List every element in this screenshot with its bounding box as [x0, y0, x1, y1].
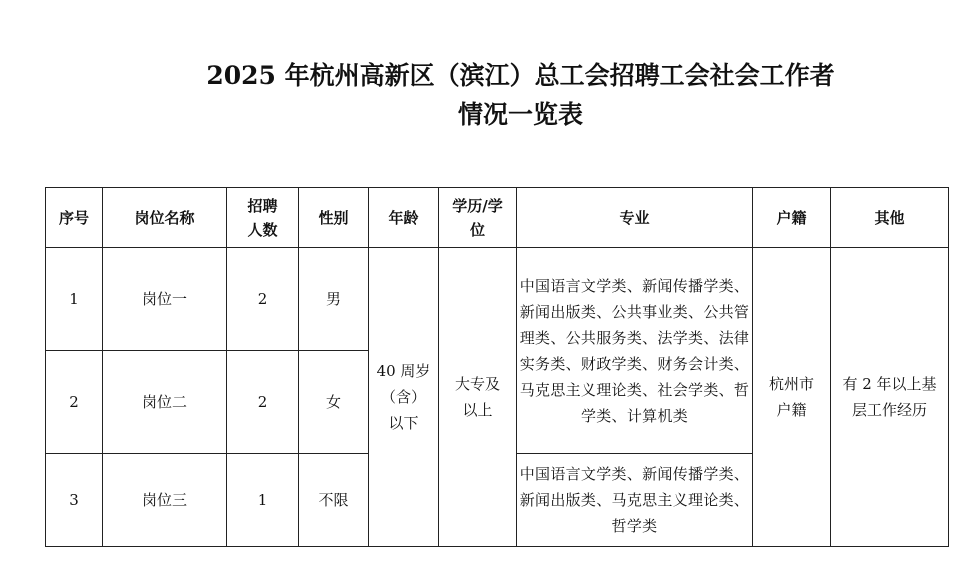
cell-age-line2: （含）	[380, 388, 426, 406]
table-row	[46, 248, 949, 351]
cell-seq: 1	[46, 248, 103, 351]
cell-gender: 男	[299, 248, 369, 351]
header-education-line2: 位	[469, 220, 485, 239]
header-gender: 性别	[299, 188, 369, 248]
cell-age-line3: 以下	[388, 414, 419, 432]
cell-age-line1: 40 周岁	[376, 362, 431, 380]
cell-position: 岗位一	[103, 248, 227, 351]
cell-other-line1: 有 2 年以上基	[842, 375, 937, 393]
cell-major-1-2: 中国语言文学类、新闻传播学类、新闻出版类、公共事业类、公共管理类、公共服务类、法学类、法律实务类、财政学类、财务会计类、马克思主义理论类、社会学类、哲学类、计算机类	[517, 248, 753, 454]
cell-major-3: 中国语言文学类、新闻传播学类、新闻出版类、马克思主义理论类、哲学类	[517, 454, 753, 547]
cell-education-line1: 大专及	[454, 375, 500, 393]
header-age: 年龄	[369, 188, 439, 248]
header-count-line2: 人数	[247, 220, 278, 239]
page-subtitle: 情况一览表	[457, 100, 583, 129]
cell-hukou-line1: 杭州市	[768, 375, 814, 393]
header-major: 专业	[517, 188, 753, 248]
header-count-line1: 招聘	[247, 196, 278, 215]
header-count	[227, 188, 299, 248]
cell-gender: 不限	[299, 454, 369, 547]
header-seq: 序号	[46, 188, 103, 248]
cell-education-line2: 以上	[462, 401, 493, 419]
cell-age	[369, 248, 439, 547]
cell-education	[439, 248, 517, 547]
cell-count: 1	[227, 454, 299, 547]
recruitment-table	[45, 187, 949, 547]
cell-seq: 3	[46, 454, 103, 547]
page-title: 2025 年杭州高新区（滨江）总工会招聘工会社会工作者	[206, 61, 835, 90]
header-row	[46, 188, 949, 248]
cell-other	[831, 248, 949, 547]
header-education	[439, 188, 517, 248]
cell-other-line2: 层工作经历	[851, 401, 927, 419]
header-other: 其他	[831, 188, 949, 248]
cell-position: 岗位二	[103, 351, 227, 454]
cell-position: 岗位三	[103, 454, 227, 547]
header-hukou: 户籍	[753, 188, 831, 248]
header-education-line1: 学历/学	[452, 196, 503, 215]
cell-gender: 女	[299, 351, 369, 454]
cell-hukou-line2: 户籍	[776, 401, 807, 419]
cell-count: 2	[227, 248, 299, 351]
cell-seq: 2	[46, 351, 103, 454]
cell-count: 2	[227, 351, 299, 454]
header-position: 岗位名称	[103, 188, 227, 248]
cell-hukou	[753, 248, 831, 547]
